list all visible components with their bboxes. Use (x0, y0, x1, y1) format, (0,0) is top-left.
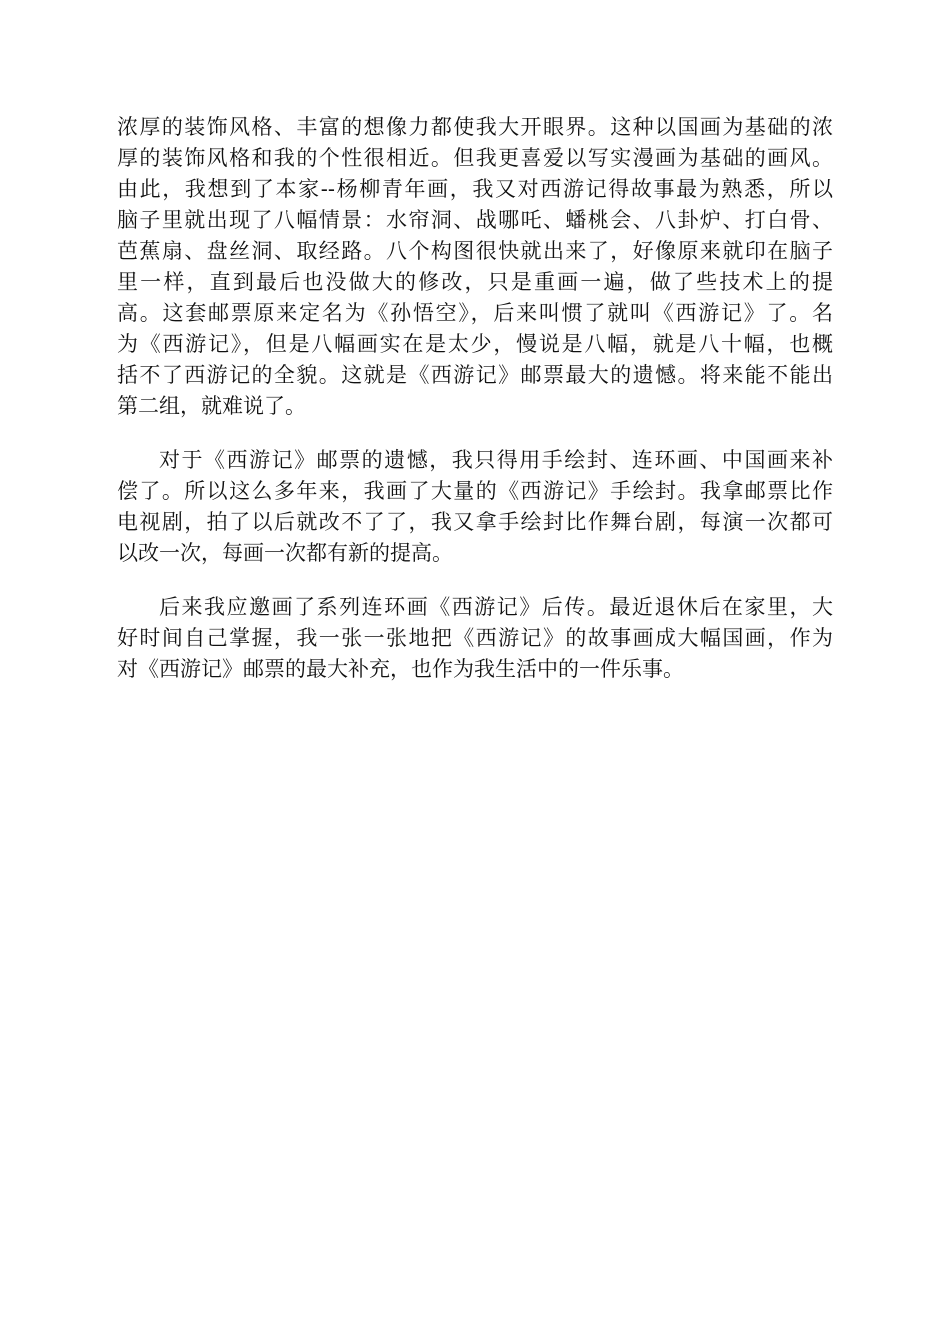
text-line: 第二组，就难说了。 (117, 394, 306, 418)
text-line: 为《西游记》，但是八幅画实在是太少，慢说是八幅，就是八十幅，也概 (117, 332, 833, 356)
text-line: 高。这套邮票原来定名为《孙悟空》，后来叫惯了就叫《西游记》了。名 (117, 301, 833, 325)
text-line: 浓厚的装饰风格、丰富的想像力都使我大开眼界。这种以国画为基础的浓 (117, 115, 833, 139)
text-line: 里一样，直到最后也没做大的修改，只是重画一遍，做了些技术上的提 (117, 270, 833, 294)
text-line: 由此，我想到了本家--杨柳青年画，我又对西游记得故事最为熟悉，所以 (117, 177, 833, 201)
text-line: 电视剧，拍了以后就改不了了，我又拿手绘封比作舞台剧，每演一次都可 (117, 510, 833, 534)
paragraph-1 (117, 112, 833, 422)
text-line: 对于《西游记》邮票的遗憾，我只得用手绘封、连环画、中国画来补 (159, 448, 833, 472)
text-line: 以改一次，每画一次都有新的提高。 (117, 541, 453, 565)
text-line: 好时间自己掌握，我一张一张地把《西游记》的故事画成大幅国画，作为 (117, 626, 833, 650)
text-line: 对《西游记》邮票的最大补充，也作为我生活中的一件乐事。 (117, 657, 684, 681)
paragraph-2 (117, 445, 833, 569)
text-line: 括不了西游记的全貌。这就是《西游记》邮票最大的遗憾。将来能不能出 (117, 363, 833, 387)
text-line: 偿了。所以这么多年来，我画了大量的《西游记》手绘封。我拿邮票比作 (117, 479, 833, 503)
text-line: 芭蕉扇、盘丝洞、取经路。八个构图很快就出来了，好像原来就印在脑子 (117, 239, 833, 263)
text-line: 脑子里就出现了八幅情景：水帘洞、战哪吒、蟠桃会、八卦炉、打白骨、 (117, 208, 833, 232)
text-line: 厚的装饰风格和我的个性很相近。但我更喜爱以写实漫画为基础的画风。 (117, 146, 833, 170)
article-body (117, 112, 833, 708)
text-line: 后来我应邀画了系列连环画《西游记》后传。最近退休后在家里，大 (159, 595, 833, 619)
paragraph-3 (117, 592, 833, 685)
